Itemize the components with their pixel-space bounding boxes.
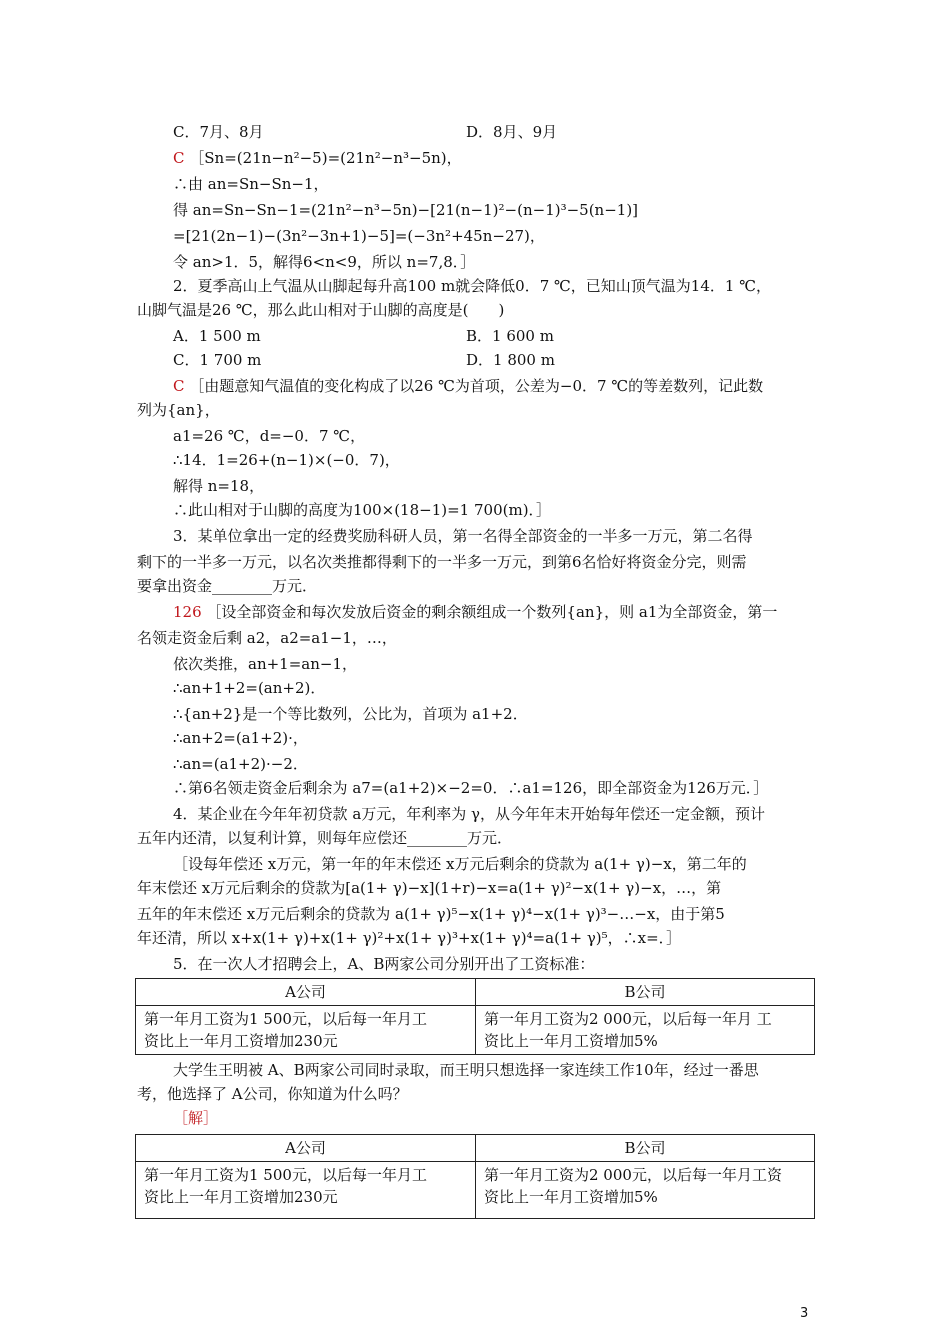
table-cell-a-line-1: 第一年月工资为1 500元，以后每一年月工 — [144, 1010, 427, 1028]
q3-solution-line-4: ∴an+1+2=(an+2)． — [173, 679, 326, 697]
q2-solution-line-3: a1=26 ℃，d=−0．7 ℃， — [173, 427, 366, 445]
table2-cell-b — [476, 1162, 815, 1219]
q4-solution-line-3: 五年的年末偿还 x万元后剩余的贷款为 a(1+ γ)⁵−x(1+ γ)⁴−x(1+ γ)³−…−x，由于第5 — [137, 905, 725, 923]
q5-salary-table — [135, 978, 815, 1055]
q4-solution-line-4: 年还清，所以 x+x(1+ γ)+x(1+ γ)²+x(1+ γ)³+x(1+ γ)⁴=a(1+ γ)⁵，∴x=．］ — [137, 929, 682, 947]
table2-header-b: B公司 — [476, 1135, 815, 1162]
q2-stem-1: 2．夏季高山上气温从山脚起每升高100 m就会降低0．7 ℃，已知山顶气温为14．1 ℃， — [173, 277, 771, 295]
table-cell-a-line-2: 资比上一年月工资增加230元 — [144, 1032, 338, 1050]
q3-solution-text-1: ［设全部资金和每次发放后资金的剩余额组成一个数列{an}，则 a1为全部资金，第一 — [206, 603, 778, 621]
table-cell-b — [476, 1006, 815, 1055]
q4-solution-line-1: ［设每年偿还 x万元，第一年的年末偿还 x万元后剩余的贷款为 a(1+ γ)−x，第二年的 — [173, 855, 747, 873]
q3-stem-3: 要拿出资金________万元． — [137, 577, 318, 595]
q2-solution-line-4: ∴14．1=26+(n−1)×(−0．7)， — [173, 451, 400, 469]
q2-option-d: D．1 800 m — [466, 351, 555, 369]
q2-solution-line-2: 列为{an}， — [137, 401, 220, 419]
q5-after-2: 考，他选择了 A公司，你知道为什么吗？ — [137, 1085, 408, 1103]
q1-option-d: D．8月、9月 — [466, 123, 558, 141]
q2-solution-line-5: 解得 n=18， — [173, 477, 265, 495]
table2-cell-a — [136, 1162, 476, 1219]
table2-cell-b-line-1: 第一年月工资为2 000元，以后每一年月工资 — [484, 1166, 782, 1184]
q5-solution-label: ［解］ — [173, 1109, 219, 1127]
q3-answer: 126 — [173, 603, 202, 621]
q2-solution-line-6: ∴此山相对于山脚的高度为100×(18−1)=1 700(m)．］ — [173, 501, 552, 519]
q3-stem-2: 剩下的一半多一万元，以名次类推都得剩下的一半多一万元，到第6名恰好将资金分完，则需 — [137, 553, 747, 571]
table2-cell-b-line-2: 资比上一年月工资增加5% — [484, 1188, 658, 1206]
q3-solution-line-3: 依次类推，an+1=an−1， — [173, 655, 357, 673]
q5-stem: 5．在一次人才招聘会上，A、B两家公司分别开出了工资标准： — [173, 955, 595, 973]
q2-option-b: B．1 600 m — [466, 327, 554, 345]
table-cell-a — [136, 1006, 476, 1055]
q3-solution-line-7: ∴an=(a1+2)·−2． — [173, 755, 308, 773]
q1-solution-line-1 — [173, 148, 462, 168]
table2-cell-a-line-1: 第一年月工资为1 500元，以后每一年月工 — [144, 1166, 427, 1184]
q5-after-1: 大学生王明被 A、B两家公司同时录取，而王明只想选择一家连续工作10年，经过一番思 — [173, 1061, 759, 1079]
table2-header-a: A公司 — [136, 1135, 476, 1162]
q3-stem-1: 3．某单位拿出一定的经费奖励科研人员，第一名得全部资金的一半多一万元，第二名得 — [173, 527, 753, 545]
q4-stem-1: 4．某企业在今年年初贷款 a万元，年利率为 γ，从今年年末开始每年偿还一定金额，预计 — [173, 805, 765, 823]
q2-stem-2: 山脚气温是26 ℃，那么此山相对于山脚的高度是( ) — [137, 301, 505, 319]
q2-solution-text-1: ［由题意知气温值的变化构成了以26 ℃为首项，公差为−0．7 ℃的等差数列，记此数 — [189, 377, 764, 395]
q2-option-c: C．1 700 m — [173, 351, 262, 369]
q5-solution-table — [135, 1134, 815, 1219]
q4-solution-line-2: 年末偿还 x万元后剩余的贷款为[a(1+ γ)−x](1+r)−x=a(1+ γ)²−x(1+ γ)−x，…，第 — [137, 879, 722, 897]
q1-option-c: C．7月、8月 — [173, 123, 264, 141]
q3-solution-line-6: ∴an+2=(a1+2)·， — [173, 729, 308, 747]
q2-option-a: A．1 500 m — [173, 327, 261, 345]
q1-solution-line-2: ∴由 an=Sn−Sn−1， — [173, 175, 329, 193]
q1-solution-line-4: =[21(2n−1)−(3n²−3n+1)−5]=(−3n²+45n−27)， — [173, 227, 545, 245]
table-cell-b-line-1: 第一年月工资为2 000元，以后每一年月 工 — [484, 1010, 772, 1028]
q1-answer: C — [173, 149, 185, 167]
q3-solution-line-5: ∴{an+2}是一个等比数列，公比为，首项为 a1+2． — [173, 705, 528, 723]
q3-solution-line-1 — [173, 602, 777, 622]
table-cell-b-line-2: 资比上一年月工资增加5% — [484, 1032, 658, 1050]
table-header-a: A公司 — [136, 979, 476, 1006]
q3-solution-line-2: 名领走资金后剩 a2，a2=a1−1，…， — [137, 629, 397, 647]
q3-solution-line-8: ∴第6名领走资金后剩余为 a7=(a1+2)×−2=0．∴a1=126，即全部资金为126万元．］ — [173, 779, 769, 797]
page-number: 3 — [800, 1306, 809, 1321]
table2-cell-a-line-2: 资比上一年月工资增加230元 — [144, 1188, 338, 1206]
table-header-b: B公司 — [476, 979, 815, 1006]
q2-answer: C — [173, 377, 185, 395]
q1-solution-line-5: 令 an>1．5，解得6<n<9，所以 n=7,8．］ — [173, 253, 476, 271]
q2-solution-line-1 — [173, 376, 763, 396]
q1-solution-line-3: 得 an=Sn−Sn−1=(21n²−n³−5n)−[21(n−1)²−(n−1)³−5(n−1)] — [173, 201, 639, 219]
q4-stem-2: 五年内还清，以复利计算，则每年应偿还________万元． — [137, 829, 513, 847]
q1-solution-text-1: ［Sn=(21n−n²−5)=(21n²−n³−5n)， — [189, 149, 462, 167]
